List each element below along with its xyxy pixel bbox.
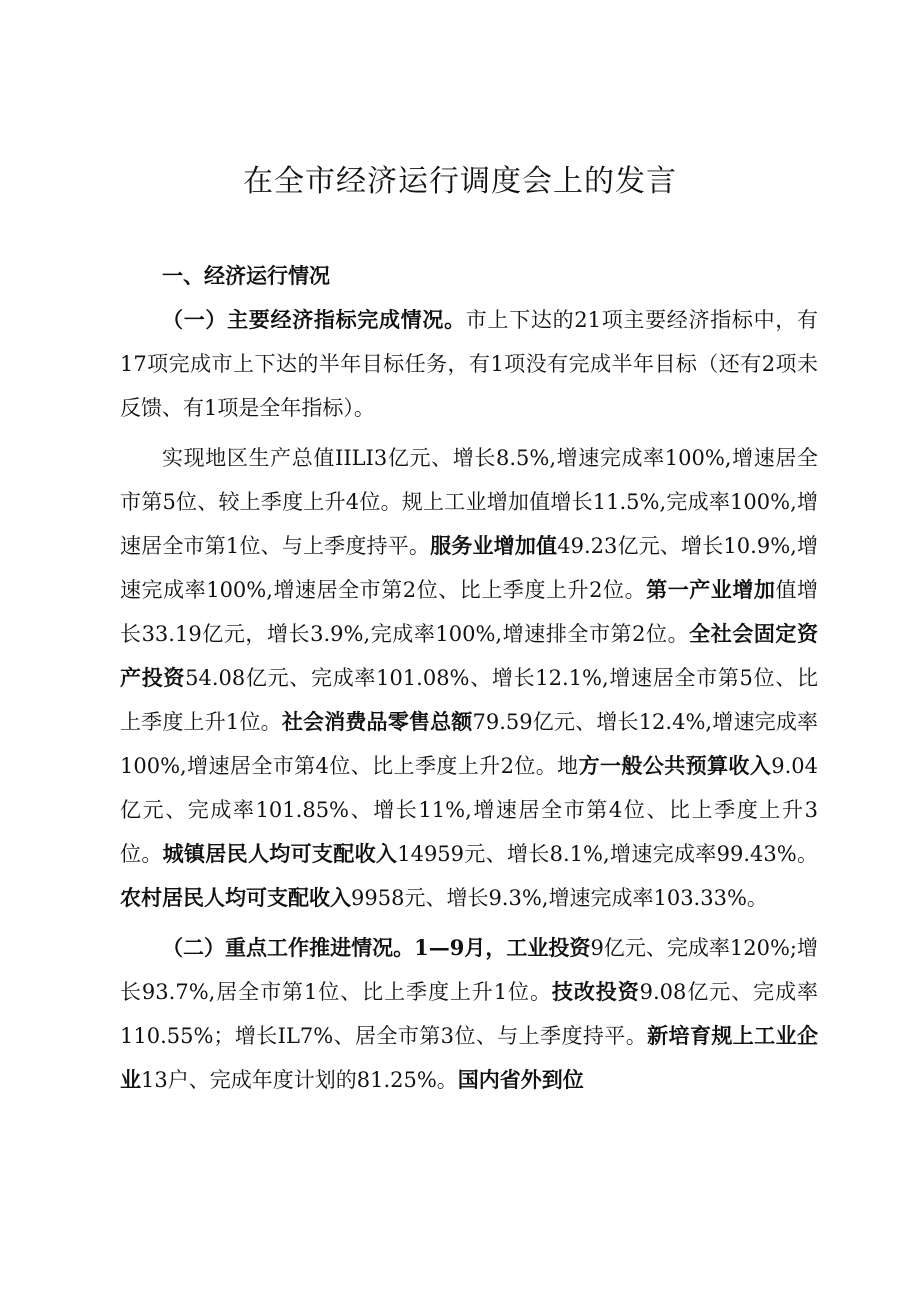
bold-term: 工业投资 bbox=[506, 935, 591, 960]
page-title: 在全市经济运行调度会上的发言 bbox=[243, 164, 677, 199]
bold-term: 城镇居民人均可支配收入 bbox=[162, 841, 398, 866]
paragraph-text: 市上下达的21项主要经济指标中，有17项完成市上下达的半年目标任务，有1项没有完成半年目标（还有2项未反馈、有1项是全年指标）。 bbox=[120, 308, 818, 420]
bold-term: 全社会固定资产投资 bbox=[120, 621, 818, 690]
text-segment: 54.08亿元、完成率101.08%、增长12.1%,增速居全市第5位、比上季度上升1位。 bbox=[120, 666, 818, 734]
paragraph-indicators bbox=[120, 298, 818, 430]
text-segment: 13户、完成年度计划的81.25%。 bbox=[141, 1068, 458, 1092]
bold-term: 第一产业增加 bbox=[646, 577, 776, 602]
text-segment: 实现地区生产总值IILI3亿元、增长8.5%,增速完成率100%,增速居全市第5位、较上季度上升4位。规上工业增加值增长11.5%,完成率100%,增速居全市第1位、与上季度持平。 bbox=[120, 446, 818, 558]
bold-term: 新培育规上工业企业 bbox=[120, 1023, 818, 1092]
text-segment: 9958元、增长9.3%,增速完成率103.33%。 bbox=[351, 886, 768, 910]
text-segment: 79.59亿元、增长12.4%,增速完成率100%,增速居全市第4位、比上季度上升2位。地 bbox=[120, 710, 818, 778]
bold-term: 服务业增加值 bbox=[430, 533, 558, 558]
bold-term: 技改投资 bbox=[551, 979, 640, 1004]
bold-term: 方一般公共预算收入 bbox=[578, 753, 772, 778]
bold-term: 社会消费品零售总额 bbox=[281, 709, 473, 734]
document-body bbox=[120, 254, 818, 1102]
text-segment: 值增长33.19亿元，增长3.9%,完成率100%,增速排全市第2位。 bbox=[120, 578, 819, 646]
text-segment: 14959元、增长8.1%,增速完成率99.43%。 bbox=[397, 842, 819, 866]
text-segment: 49.23亿元、增长10.9%,增速完成率100%,增速居全市第2位、比上季度上升2位。 bbox=[120, 534, 819, 602]
paragraph-lead: （二）重点工作推进情况。1—9月， bbox=[162, 935, 507, 960]
text-segment: 9.04亿元、完成率101.85%、增长11%,增速居全市第4位、比上季度上升3位。 bbox=[120, 754, 819, 866]
paragraph-lead: （一）主要经济指标完成情况。 bbox=[162, 307, 466, 332]
paragraph-details bbox=[120, 436, 818, 920]
text-segment: 9.08亿元、完成率110.55%；增长IL7%、居全市第3位、与上季度持平。 bbox=[120, 980, 818, 1048]
bold-term: 农村居民人均可支配收入 bbox=[120, 885, 351, 910]
paragraph-key-work bbox=[120, 926, 818, 1102]
text-segment: 9亿元、完成率120%;增长93.7%,居全市第1位、比上季度上升1位。 bbox=[120, 936, 818, 1004]
bold-term: 国内省外到位 bbox=[457, 1067, 584, 1092]
section-heading: 一、经济运行情况 bbox=[162, 264, 330, 288]
